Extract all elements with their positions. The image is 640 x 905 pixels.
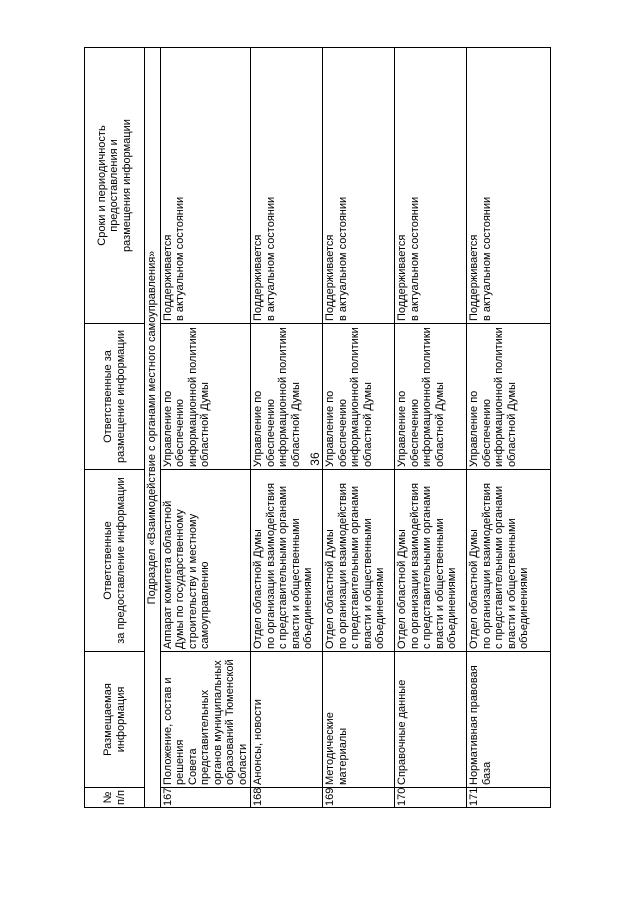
row-provider: Отдел областной Думы по организации взаимодействия с представительными органами власти и общественными объединениями [323, 470, 395, 652]
table-row [251, 48, 323, 808]
row-info: Анонсы, новости [251, 652, 323, 788]
header-terms: Сроки и периодичность предоставления и размещения информации [85, 48, 145, 324]
row-provider: Отдел областной Думы по организации взаимодействия с представительными органами власти и общественными объединениями [395, 470, 467, 652]
table-row [160, 48, 251, 808]
row-publisher: Управление по обеспечению информационной политики областной Думы [251, 324, 323, 470]
row-publisher: Управление по обеспечению информационной политики областной Думы [160, 324, 251, 470]
row-info: Положение, состав и решения Совета представительных органов муниципальных образований Тюменской области [160, 652, 251, 788]
row-terms: Поддерживается в актуальном состоянии [323, 48, 395, 324]
page-number: 36 [308, 452, 322, 466]
header-provider: Ответственные за предоставление информации [85, 470, 145, 652]
row-publisher: Управление по обеспечению информационной политики областной Думы [395, 324, 467, 470]
row-terms: Поддерживается в актуальном состоянии [467, 48, 551, 324]
subsection-title: Подраздел «Взаимодействие с органами местного самоуправления» [145, 48, 161, 808]
table-row [323, 48, 395, 808]
table-row [395, 48, 467, 808]
row-info: Нормативная правовая база [467, 652, 551, 788]
row-provider: Аппарат комитета областной Думы по государственному строительству и местному самоуправлению [160, 470, 251, 652]
row-publisher: Управление по обеспечению информационной политики областной Думы [323, 324, 395, 470]
row-publisher: Управление по обеспечению информационной политики областной Думы [467, 324, 551, 470]
row-number: 167 [160, 788, 251, 808]
row-info: Справочные данные [395, 652, 467, 788]
header-publisher: Ответственные за размещение информации [85, 324, 145, 470]
info-table [84, 47, 551, 808]
subsection-row [145, 48, 161, 808]
row-terms: Поддерживается в актуальном состоянии [160, 48, 251, 324]
row-terms: Поддерживается в актуальном состоянии [251, 48, 323, 324]
row-terms: Поддерживается в актуальном состоянии [395, 48, 467, 324]
row-provider: Отдел областной Думы по организации взаимодействия с представительными органами власти и общественными объединениями [467, 470, 551, 652]
rotated-table-container [84, 48, 530, 808]
row-number: 171 [467, 788, 551, 808]
row-number: 170 [395, 788, 467, 808]
row-number: 169 [323, 788, 395, 808]
header-row [85, 48, 145, 808]
row-number: 168 [251, 788, 323, 808]
header-num: № п/п [85, 788, 145, 808]
header-info: Размещаемая информация [85, 652, 145, 788]
table-row [467, 48, 551, 808]
row-provider: Отдел областной Думы по организации взаимодействия с представительными органами власти и общественными объединениями [251, 470, 323, 652]
row-info: Методические материалы [323, 652, 395, 788]
